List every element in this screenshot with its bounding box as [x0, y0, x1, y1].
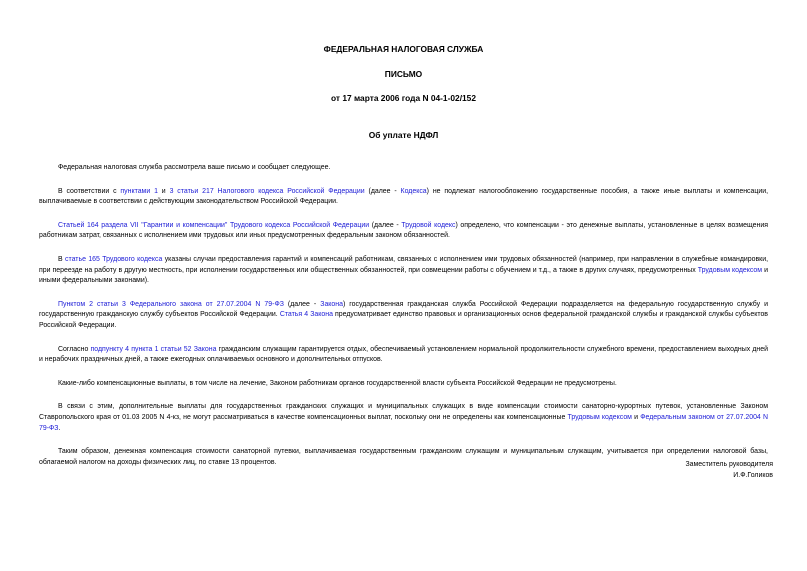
link-tax-code-art217-p1[interactable]: пунктами 1	[120, 187, 158, 195]
link-labor-code-art165[interactable]: статье 165 Трудового кодекса	[65, 255, 163, 263]
paragraph-text: ) не подлежат налогообложению государственные пособия, а также иные выплаты и компенсации, выплачиваемые в соответствии с действующим законодательством Российской Федерации.	[39, 187, 769, 206]
paragraph-9	[39, 447, 768, 468]
paragraph-text: (далее -	[364, 187, 401, 195]
paragraph-text: Таким образом, денежная компенсация стоимости санаторной путевки, выплачиваемая государственным гражданским служащим и муниципальным служащим, учитывается при определении налоговой базы, облагаемой налогом на доходы физических лиц, по ставке 13 процентов.	[39, 448, 768, 466]
paragraph-4	[39, 255, 768, 287]
paragraph-2	[39, 187, 768, 208]
signatory-name: И.Ф.Голиков	[733, 472, 773, 479]
paragraph-text: Какие-либо компенсационные выплаты, в том числе на лечение, Законом работникам органов государственной власти субъекта Российской Федерации не предусмотрены.	[58, 379, 617, 387]
link-labor-code-art164[interactable]: Статьей 164 раздела VII "Гарантии и компенсации" Трудового кодекса Российской Федерации	[58, 221, 370, 229]
paragraph-8	[39, 402, 768, 434]
link-law-art52[interactable]: подпункту 4 пункта 1 статьи 52 Закона	[90, 345, 217, 353]
document-body	[39, 163, 768, 468]
paragraph-text: и	[157, 187, 170, 195]
signature-block	[685, 459, 773, 481]
paragraph-7	[39, 379, 768, 390]
paragraph-text: (далее -	[369, 221, 402, 229]
document-subject: Об уплате НДФЛ	[368, 130, 439, 140]
paragraph-3	[39, 221, 768, 242]
link-tax-code-art217-p3[interactable]: 3 статьи 217 Налогового кодекса Российской Федерации	[169, 187, 365, 195]
paragraph-text: В	[58, 255, 66, 263]
agency-title: ФЕДЕРАЛЬНАЯ НАЛОГОВАЯ СЛУЖБА	[323, 44, 484, 54]
link-labor-code[interactable]: Трудовым кодексом	[567, 413, 632, 421]
paragraph-text: ) определено, что компенсации - это денежные выплаты, установленные в целях возмещения работникам затрат, связанных с исполнением ими трудовых или иных предусмотренных федеральным законом обязанностей.	[39, 221, 768, 240]
paragraph-text: и	[631, 413, 641, 421]
link-labor-code[interactable]: Трудовой кодекс	[401, 221, 456, 229]
paragraph-text: (далее -	[283, 300, 321, 308]
paragraph-text: Согласно	[58, 345, 91, 353]
paragraph-text: .	[58, 424, 61, 432]
paragraph-text: Федеральная налоговая служба рассмотрела ваше письмо и сообщает следующее.	[58, 164, 331, 171]
paragraph-text: предусматривает единство правовых и организационных основ федеральной гражданской службы и гражданской службы субъектов Российской Федерации.	[39, 311, 768, 329]
paragraph-text: В соответствии с	[58, 187, 121, 195]
signatory-position: Заместитель руководителя	[685, 461, 773, 468]
link-labor-code[interactable]: Трудовым кодексом	[697, 266, 763, 274]
document-type: ПИСЬМО	[384, 69, 423, 79]
link-law-79fz-art3[interactable]: Пунктом 2 статьи 3 Федерального закона от 27.07.2004 N 79-ФЗ	[58, 300, 284, 308]
paragraph-text: указаны случаи предоставления гарантий и компенсаций работникам, связанных с исполнением ими трудовых обязанностей (например, при направлении в служебные командировки, при переезде на работу в другую местность, при исполнении государственных или общественных обязанностей, при совмещении работы с обучением и т.д., а также в других случаях, предусмотренных	[39, 255, 768, 274]
link-law-art4[interactable]: Статья 4 Закона	[279, 311, 333, 319]
link-law-79fz[interactable]: Федеральным законом от 27.07.2004 N 79-ФЗ	[39, 413, 769, 432]
paragraph-text: гражданским служащим гарантируется отдых, обеспечиваемый установлением нормальной продолжительности служебного времени, предоставлением выходных дней и нерабочих праздничных дней, а также ежегодных оплачиваемых основного и дополнительных отпусков.	[39, 345, 768, 364]
paragraph-text: ) государственная гражданская служба Российской Федерации подразделяется на федеральную государственную службу и государственную гражданскую службу субъектов Российской Федерации.	[39, 300, 768, 319]
paragraph-6	[39, 345, 768, 366]
link-law[interactable]: Закона	[320, 300, 343, 308]
paragraph-text: В связи с этим, дополнительные выплаты для государственных гражданских служащих и муниципальных служащих в виде компенсации стоимости санаторно-курортных путевок, установленные Законом Ставропольского края от 01.03 2005 N 4-кз, не могут рассматриваться в качестве компенсационных выплат, поскольку они не определены как компенсационные	[39, 403, 768, 421]
document-date-number: от 17 марта 2006 года N 04-1-02/152	[331, 93, 476, 103]
paragraph-1	[39, 163, 768, 174]
paragraph-text: и иными федеральными законами).	[39, 266, 768, 285]
paragraph-5	[39, 300, 768, 332]
link-tax-code[interactable]: Кодекса	[400, 187, 427, 195]
